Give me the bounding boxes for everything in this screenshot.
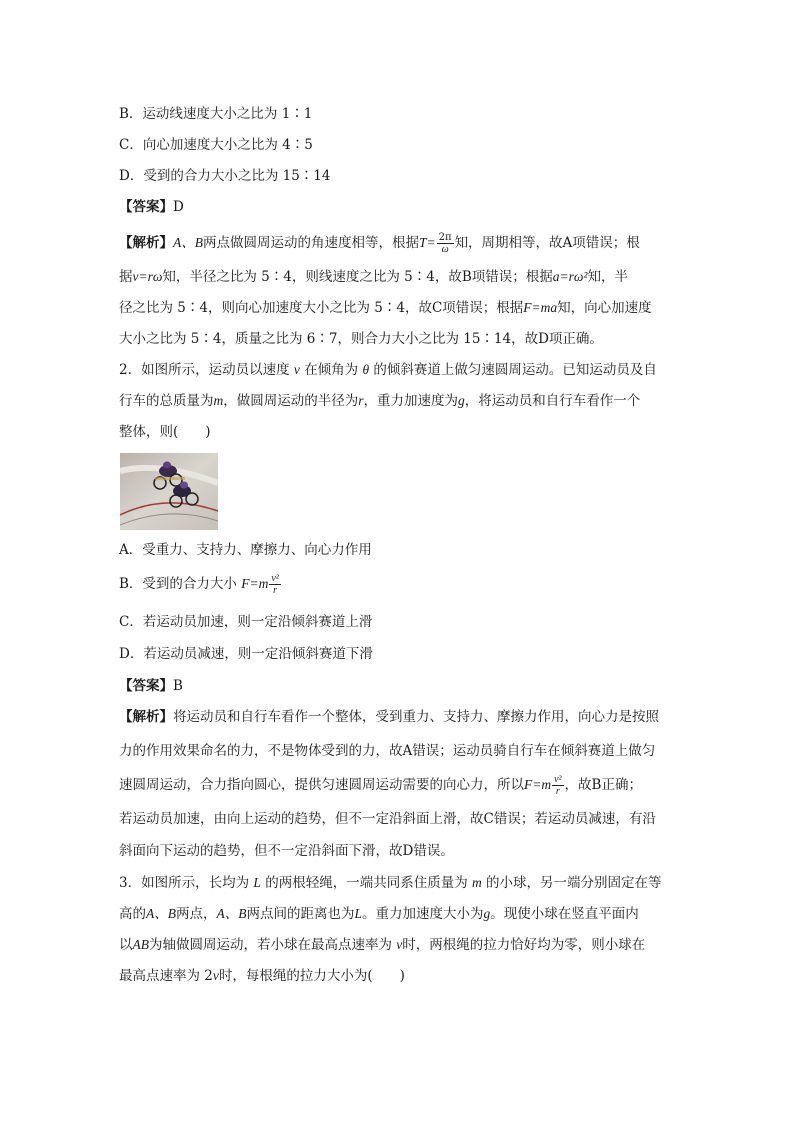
q1-option-c: C．向心加速度大小之比为 4∶5 [119, 137, 313, 153]
analysis-tag: 【解析】 [119, 235, 173, 251]
q1-analysis-line-3: 径之比为 5∶4，则向心加速度大小之比为 5∶4，故C项错误；根据F=ma知，向心加速度 [119, 300, 652, 316]
q2-analysis-line-4: 若运动员加速，由向上运动的趋势，但不一定沿斜面上滑，故C错误；若运动员减速，有沿 [119, 811, 656, 827]
cyclist-image-icon [120, 453, 218, 530]
q2-option-c: C．若运动员加速，则一定沿倾斜赛道上滑 [119, 614, 373, 630]
q2-analysis-line-1: 【解析】将运动员和自行车看作一个整体，受到重力、支持力、摩擦力作用，向心力是按照 [119, 709, 659, 725]
q2-analysis-line-2: 力的作用效果命名的力，不是物体受到的力，故A错误；运动员骑自行车在倾斜赛道上做匀 [119, 743, 656, 759]
cycling-track-photo [120, 453, 218, 530]
q2-stem-line-2: 行车的总质量为m，做圆周运动的半径为r，重力加速度为g，将运动员和自行车看作一个 [119, 393, 641, 409]
q1-analysis-line-2: 据v=rω知，半径之比为 5∶4，则线速度之比为 5∶4，故B项错误；根据a=rω²知，半 [119, 269, 628, 285]
q2-answer [119, 676, 183, 696]
q2-stem-line-3: 整体，则( ) [119, 424, 211, 440]
answer-value: B [173, 678, 183, 694]
q2-option-a: A．受重力、支持力、摩擦力、向心力作用 [119, 542, 372, 558]
q3-stem-line-1: 3．如图所示，长均为 L 的两根轻绳，一端共同系住质量为 m 的小球，另一端分别固定在等 [119, 875, 662, 891]
q2-option-d: D．若运动员减速，则一定沿倾斜赛道下滑 [119, 646, 373, 662]
q2-analysis-line-5: 斜面向下运动的趋势，但不一定沿斜面下滑，故D错误。 [119, 843, 454, 859]
fraction: $\frac{\text{v²}}{r}$ [271, 573, 279, 596]
q1-option-d: D．受到的合力大小之比为 15∶14 [119, 168, 331, 184]
q3-stem-line-4: 最高点速率为 2v时，每根绳的拉力大小为( ) [119, 968, 405, 984]
analysis-tag: 【解析】 [119, 709, 173, 725]
q3-stem-line-2: 高的A、B两点，A、B两点间的距离也为L。重力加速度大小为g。现使小球在竖直平面内 [119, 906, 639, 922]
q1-analysis-line-4: 大小之比为 5∶4，质量之比为 6∶7，则合力大小之比为 15∶14，故D项正确。 [119, 331, 603, 347]
q2-option-b: B．受到的合力大小 F=m $\frac{\text{v²}}{r}$ [119, 573, 279, 596]
q1-analysis-line-1: 【解析】A、B两点做圆周运动的角速度相等，根据T= $\frac{2\pi}{\omega}$ 知，周期相等，故A项错误；根 [119, 232, 640, 255]
fraction: $\frac{\text{v²}}{r}$ [554, 774, 562, 797]
answer-tag: 【答案】 [119, 199, 173, 215]
fraction: $\frac{2\pi}{\omega}$ [438, 232, 452, 255]
q3-stem-line-3: 以AB为轴做圆周运动，若小球在最高点速率为 v时，两根绳的拉力恰好均为零，则小球在 [119, 937, 646, 953]
q2-analysis-line-3: 速圆周运动，合力指向圆心，提供匀速圆周运动需要的向心力，所以F=m $\frac{\text{v²}}{r}$ ，故B正确； [119, 774, 642, 797]
answer-value: D [173, 199, 184, 215]
q2-stem-line-1: 2．如图所示，运动员以速度 v 在倾角为 θ 的倾斜赛道上做匀速圆周运动。已知运动员及自 [119, 362, 657, 378]
q1-answer [119, 197, 184, 217]
answer-tag: 【答案】 [119, 678, 173, 694]
q1-option-b: B．运动线速度大小之比为 1∶1 [119, 106, 313, 122]
